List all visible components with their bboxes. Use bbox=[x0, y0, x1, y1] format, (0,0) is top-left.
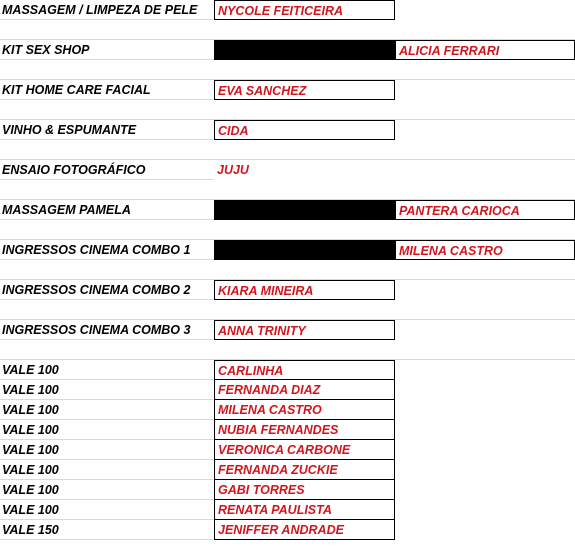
blacked-out-cell[interactable] bbox=[214, 40, 395, 60]
assignee-cell[interactable]: ALICIA FERRARI bbox=[395, 40, 575, 60]
table-row bbox=[0, 440, 575, 460]
item-label[interactable]: VALE 100 bbox=[0, 500, 214, 520]
item-label[interactable]: VALE 100 bbox=[0, 380, 214, 400]
table-row bbox=[0, 500, 575, 520]
blacked-out-cell[interactable] bbox=[214, 240, 395, 260]
item-label[interactable]: VALE 100 bbox=[0, 440, 214, 460]
assignee-cell[interactable]: EVA SANCHEZ bbox=[214, 80, 395, 100]
assignee-cell[interactable]: MILENA CASTRO bbox=[395, 240, 575, 260]
item-label[interactable]: INGRESSOS CINEMA COMBO 2 bbox=[0, 280, 214, 300]
assignee-cell[interactable]: GABI TORRES bbox=[214, 480, 395, 500]
assignee-cell[interactable]: NUBIA FERNANDES bbox=[214, 420, 395, 440]
item-label[interactable]: INGRESSOS CINEMA COMBO 3 bbox=[0, 320, 214, 340]
assignee-cell[interactable]: VERONICA CARBONE bbox=[214, 440, 395, 460]
blacked-out-cell[interactable] bbox=[214, 200, 395, 220]
table-row bbox=[0, 120, 575, 140]
table-row bbox=[0, 320, 575, 340]
table-row bbox=[0, 400, 575, 420]
assignee-cell[interactable]: CIDA bbox=[214, 120, 395, 140]
item-label[interactable]: VALE 100 bbox=[0, 480, 214, 500]
assignee-cell[interactable]: CARLINHA bbox=[214, 360, 395, 380]
item-label[interactable]: MASSAGEM / LIMPEZA DE PELE bbox=[0, 0, 214, 20]
assignee-cell[interactable]: PANTERA CARIOCA bbox=[395, 200, 575, 220]
item-label[interactable]: VINHO & ESPUMANTE bbox=[0, 120, 214, 140]
assignee-cell[interactable]: KIARA MINEIRA bbox=[214, 280, 395, 300]
table-row bbox=[0, 0, 575, 20]
item-label[interactable]: ENSAIO FOTOGRÁFICO bbox=[0, 160, 214, 180]
assignee-cell[interactable]: JUJU bbox=[217, 163, 249, 177]
table-row bbox=[0, 420, 575, 440]
assignee-cell[interactable]: FERNANDA ZUCKIE bbox=[214, 460, 395, 480]
table-row bbox=[0, 460, 575, 480]
item-label[interactable]: VALE 100 bbox=[0, 420, 214, 440]
assignee-cell[interactable]: ANNA TRINITY bbox=[214, 320, 395, 340]
table-row bbox=[0, 280, 575, 300]
table-row bbox=[0, 480, 575, 500]
table-row bbox=[0, 80, 575, 100]
table-row bbox=[0, 200, 575, 220]
assignee-cell[interactable]: MILENA CASTRO bbox=[214, 400, 395, 420]
item-label[interactable]: VALE 100 bbox=[0, 360, 214, 380]
table-row bbox=[0, 520, 575, 540]
item-label[interactable]: MASSAGEM PAMELA bbox=[0, 200, 214, 220]
assignee-cell[interactable]: FERNANDA DIAZ bbox=[214, 380, 395, 400]
item-label[interactable]: VALE 100 bbox=[0, 460, 214, 480]
table-row bbox=[0, 40, 575, 60]
item-label[interactable]: VALE 150 bbox=[0, 520, 214, 540]
item-label[interactable]: KIT HOME CARE FACIAL bbox=[0, 80, 214, 100]
assignee-cell[interactable]: NYCOLE FEITICEIRA bbox=[214, 0, 395, 20]
table-row bbox=[0, 240, 575, 260]
item-label[interactable]: VALE 100 bbox=[0, 400, 214, 420]
table-row bbox=[0, 380, 575, 400]
assignee-cell[interactable]: JENIFFER ANDRADE bbox=[214, 520, 395, 540]
item-label[interactable]: INGRESSOS CINEMA COMBO 1 bbox=[0, 240, 214, 260]
table-row bbox=[0, 160, 575, 180]
item-label[interactable]: KIT SEX SHOP bbox=[0, 40, 214, 60]
table-row bbox=[0, 360, 575, 380]
assignee-cell[interactable]: RENATA PAULISTA bbox=[214, 500, 395, 520]
